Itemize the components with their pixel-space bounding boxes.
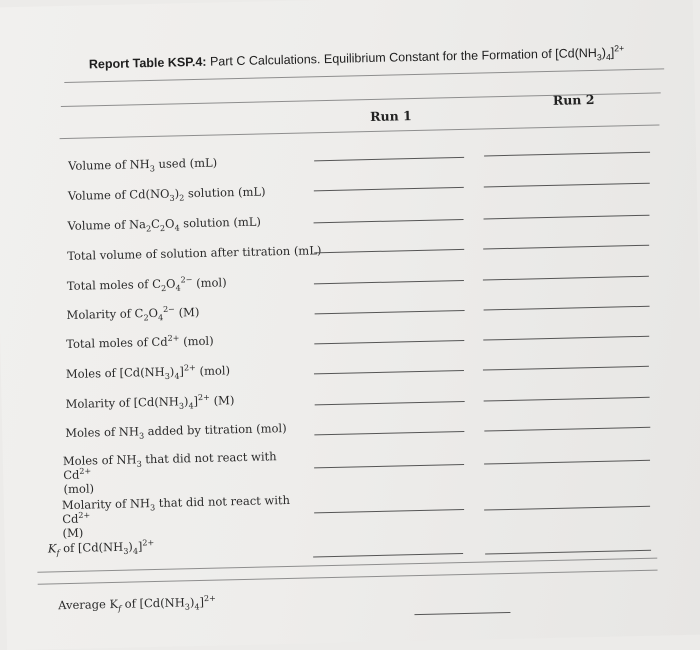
run2-total-volume-blank[interactable] [483, 245, 649, 250]
title-prefix: Report Table KSP.4: [88, 54, 207, 72]
table-bottom-rule [37, 558, 657, 573]
report-title: Report Table KSP.4: Part C Calculations. Equilibrium Constant for the Formation of $[Cd(NH_3)_4]^{2+}$ [88, 43, 625, 72]
run1-molarity-complex-blank[interactable] [315, 401, 465, 405]
run1-volume-nh3-blank[interactable] [314, 157, 464, 161]
run1-volume-cdno3-blank[interactable] [314, 187, 464, 191]
run2-header: Run 2 [552, 91, 595, 108]
row-average-kf: Average $K_f$ of $[Cd(NH_3)_4]^{2+}$ [58, 593, 216, 614]
average-kf-blank[interactable] [414, 612, 510, 615]
row-volume-nh3: Volume of $NH_3$ used (mL) [68, 155, 218, 174]
run2-kf-blank[interactable] [485, 550, 651, 555]
run1-moles-complex-blank[interactable] [314, 370, 464, 374]
row-moles-nh3-unreacted: Moles of $NH_3$ that did not react with $Cd^{2+}$ (mol) [62, 449, 277, 497]
run2-moles-nh3-added-blank[interactable] [484, 427, 650, 432]
row-moles-complex: Moles of $[Cd(NH_3)_4]^{2+}$ (mol) [65, 363, 231, 382]
run1-total-moles-c2o4-blank[interactable] [314, 280, 464, 284]
run1-header: Run 1 [369, 108, 412, 125]
run1-total-volume-blank[interactable] [314, 249, 464, 253]
run2-total-moles-c2o4-blank[interactable] [483, 276, 649, 281]
run2-moles-nh3-unreacted-blank[interactable] [484, 460, 650, 465]
run2-moles-complex-blank[interactable] [483, 366, 649, 371]
row-kf: $K_f$ of $[Cd(NH_3)_4]^{2+}$ [47, 538, 155, 558]
row-molarity-complex: Molarity of $[Cd(NH_3)_4]^{2+}$ (M) [65, 392, 235, 412]
run1-moles-nh3-added-blank[interactable] [314, 431, 464, 435]
title-text: Part C Calculations. Equilibrium Constant for the Formation of [Cd(NH [209, 45, 598, 69]
row-volume-na2c2o4: Volume of $Na_2C_2O_4$ solution (mL) [67, 214, 262, 234]
row-total-moles-c2o4: Total moles of $C_2O_4^{2-}$ (mol) [66, 275, 227, 294]
run2-molarity-complex-blank[interactable] [484, 397, 650, 402]
run2-volume-cdno3-blank[interactable] [484, 183, 650, 188]
row-volume-cdno3: Volume of $Cd(NO_3)_2$ solution (mL) [67, 184, 266, 203]
run2-molarity-c2o4-blank[interactable] [484, 306, 650, 311]
run1-kf-blank[interactable] [313, 553, 463, 557]
table-bottom-rule-2 [38, 570, 658, 585]
row-total-volume: Total volume of solution after titration (mL) [67, 243, 322, 263]
run2-total-moles-cd-blank[interactable] [483, 336, 649, 341]
top-rule [64, 68, 664, 83]
row-molarity-nh3-unreacted: Molarity of $NH_3$ that did not react with $Cd^{2+}$ (M) [61, 492, 291, 541]
run1-total-moles-cd-blank[interactable] [314, 340, 464, 344]
run1-moles-nh3-unreacted-blank[interactable] [314, 464, 464, 468]
row-molarity-c2o4: Molarity of $C_2O_4^{2-}$ (M) [66, 304, 200, 323]
run1-volume-na2c2o4-blank[interactable] [314, 219, 464, 223]
run2-volume-nh3-blank[interactable] [484, 152, 650, 157]
run1-molarity-nh3-unreacted-blank[interactable] [314, 509, 464, 513]
row-total-moles-cd: Total moles of $Cd^{2+}$ (mol) [66, 333, 214, 351]
run1-molarity-c2o4-blank[interactable] [315, 310, 465, 314]
table-top-rule [60, 124, 660, 139]
row-moles-nh3-added: Moles of $NH_3$ added by titration (mol) [65, 421, 287, 441]
run2-volume-na2c2o4-blank[interactable] [484, 215, 650, 220]
run2-molarity-nh3-unreacted-blank[interactable] [484, 506, 650, 511]
